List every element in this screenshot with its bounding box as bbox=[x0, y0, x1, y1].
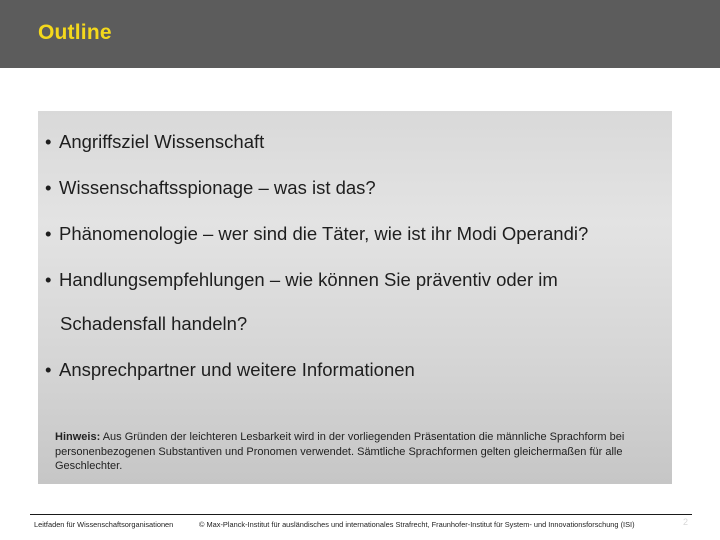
bullet-text: Wissenschaftsspionage – was ist das? bbox=[59, 177, 376, 198]
content-box bbox=[38, 111, 672, 484]
note-label: Hinweis: bbox=[55, 431, 101, 443]
bullet-item bbox=[45, 268, 665, 292]
footer-copyright: © Max-Planck-Institut für ausländisches und internationales Strafrecht, Fraunhofer-Institut für System- und Innovationsforschung (ISI) bbox=[199, 520, 635, 529]
bullet-symbol: • bbox=[45, 269, 52, 290]
bullet-symbol: • bbox=[45, 131, 52, 152]
page-number: 2 bbox=[683, 517, 689, 527]
footer-left-text: Leitfaden für Wissenschaftsorganisationen bbox=[34, 520, 174, 529]
disclaimer-note bbox=[55, 430, 665, 474]
bullet-text: Ansprechpartner und weitere Informationen bbox=[59, 359, 415, 380]
bullet-continuation: Schadensfall handeln? bbox=[60, 313, 248, 334]
bullet-text: Handlungsempfehlungen – wie können Sie präventiv oder im bbox=[59, 269, 558, 290]
footer-divider bbox=[30, 514, 692, 515]
bullet-item bbox=[45, 176, 665, 200]
bullet-symbol: • bbox=[45, 359, 52, 380]
bullet-symbol: • bbox=[45, 177, 52, 198]
slide-title: Outline bbox=[38, 21, 112, 44]
bullet-text: Phänomenologie – wer sind die Täter, wie ist ihr Modi Operandi? bbox=[59, 223, 589, 244]
note-text: Aus Gründen der leichteren Lesbarkeit wird in der vorliegenden Präsentation die männliche Sprachform bei personenbezogenen Substantiven und Pronomen verwendet. Sämtliche Sprachformen gelten gleichermaßen für alle Geschlechter. bbox=[55, 431, 625, 472]
bullet-item bbox=[45, 358, 665, 382]
bullet-item bbox=[45, 222, 665, 246]
bullet-symbol: • bbox=[45, 223, 52, 244]
bullet-item bbox=[45, 130, 665, 154]
bullet-text: Angriffsziel Wissenschaft bbox=[59, 131, 265, 152]
slide-header bbox=[0, 0, 720, 68]
